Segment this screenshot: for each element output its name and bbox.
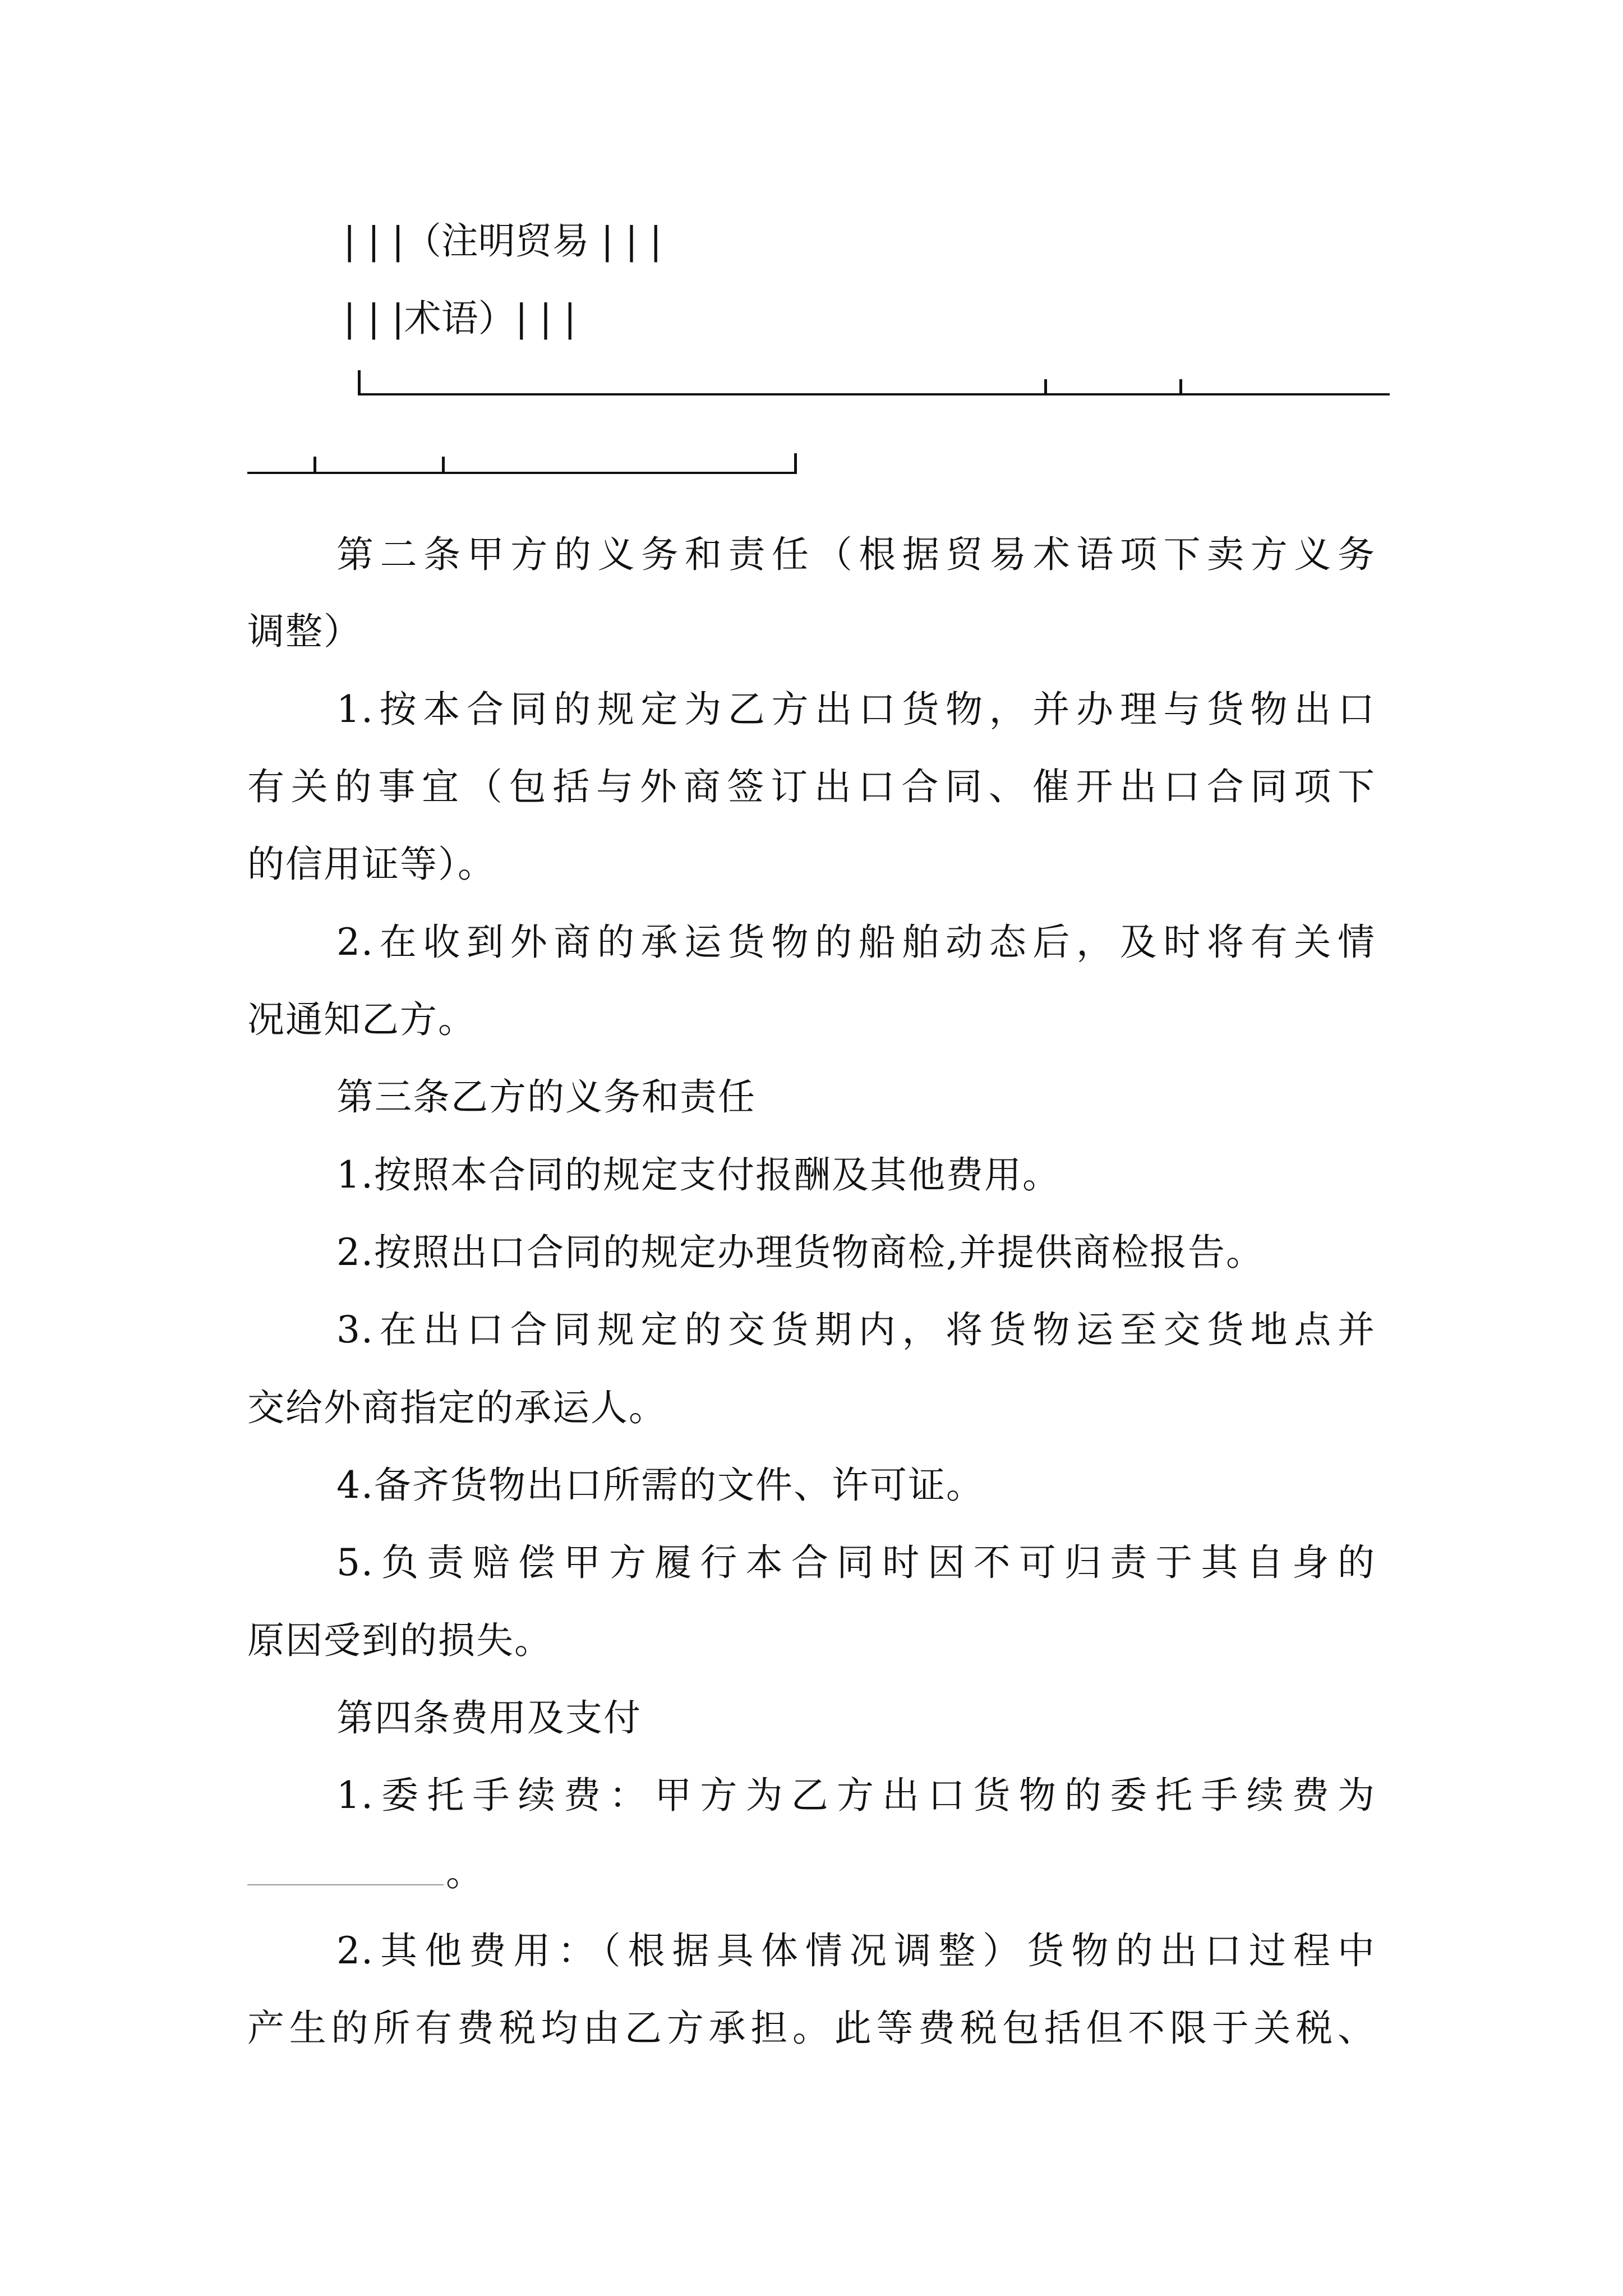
article-3-item-5: 5.负责赔偿甲方履行本合同时因不可归责于其自身的 [336, 1541, 1376, 1584]
article-2-item-2-cont: 况通知乙方。 [247, 998, 476, 1041]
article-4-item-2: 2.其他费用：（根据具体情况调整）货物的出口过程中 [336, 1929, 1376, 1972]
article-3-item-1: 1.按照本合同的规定支付报酬及其他费用。 [336, 1153, 1061, 1197]
table-row-trade-term-2: | | |术语）| | | [343, 297, 577, 340]
article-3-item-3: 3.在出口合同规定的交货期内，将货物运至交货地点并 [336, 1308, 1376, 1351]
article-2-item-1: 1.按本合同的规定为乙方出口货物，并办理与货物出口 [336, 688, 1376, 731]
table-row-trade-term-1: | | |（注明贸易 | | | [343, 219, 662, 263]
article-3-item-3-cont: 交给外商指定的承运人。 [247, 1386, 667, 1429]
article-4-heading: 第四条费用及支付 [336, 1696, 642, 1740]
article-3-item-2: 2.按照出口合同的规定办理货物商检,并提供商检报告。 [336, 1231, 1264, 1274]
article-2-item-1-end: 的信用证等）。 [247, 843, 496, 886]
article-2-heading-cont: 调整） [247, 610, 362, 653]
article-3-item-5-cont: 原因受到的损失。 [247, 1619, 552, 1662]
fee-blank-line [247, 1884, 444, 1885]
article-2-item-2: 2.在收到外商的承运货物的船舶动态后，及时将有关情 [336, 921, 1376, 964]
article-4-item-2-cont: 产生的所有费税均由乙方承担。此等费税包括但不限于关税、 [247, 2007, 1376, 2050]
article-3-item-4: 4.备齐货物出口所需的文件、许可证。 [336, 1464, 984, 1507]
article-4-item-1-end: 。 [446, 1851, 484, 1894]
article-2-item-1-cont: 有关的事宜（包括与外商签订出口合同、催开出口合同项下 [247, 765, 1376, 808]
article-4-item-1: 1.委托手续费：甲方为乙方出口货物的委托手续费为 [336, 1774, 1376, 1817]
article-3-heading: 第三条乙方的义务和责任 [336, 1075, 756, 1119]
article-2-heading: 第二条甲方的义务和责任（根据贸易术语项下卖方义务 [336, 533, 1376, 576]
